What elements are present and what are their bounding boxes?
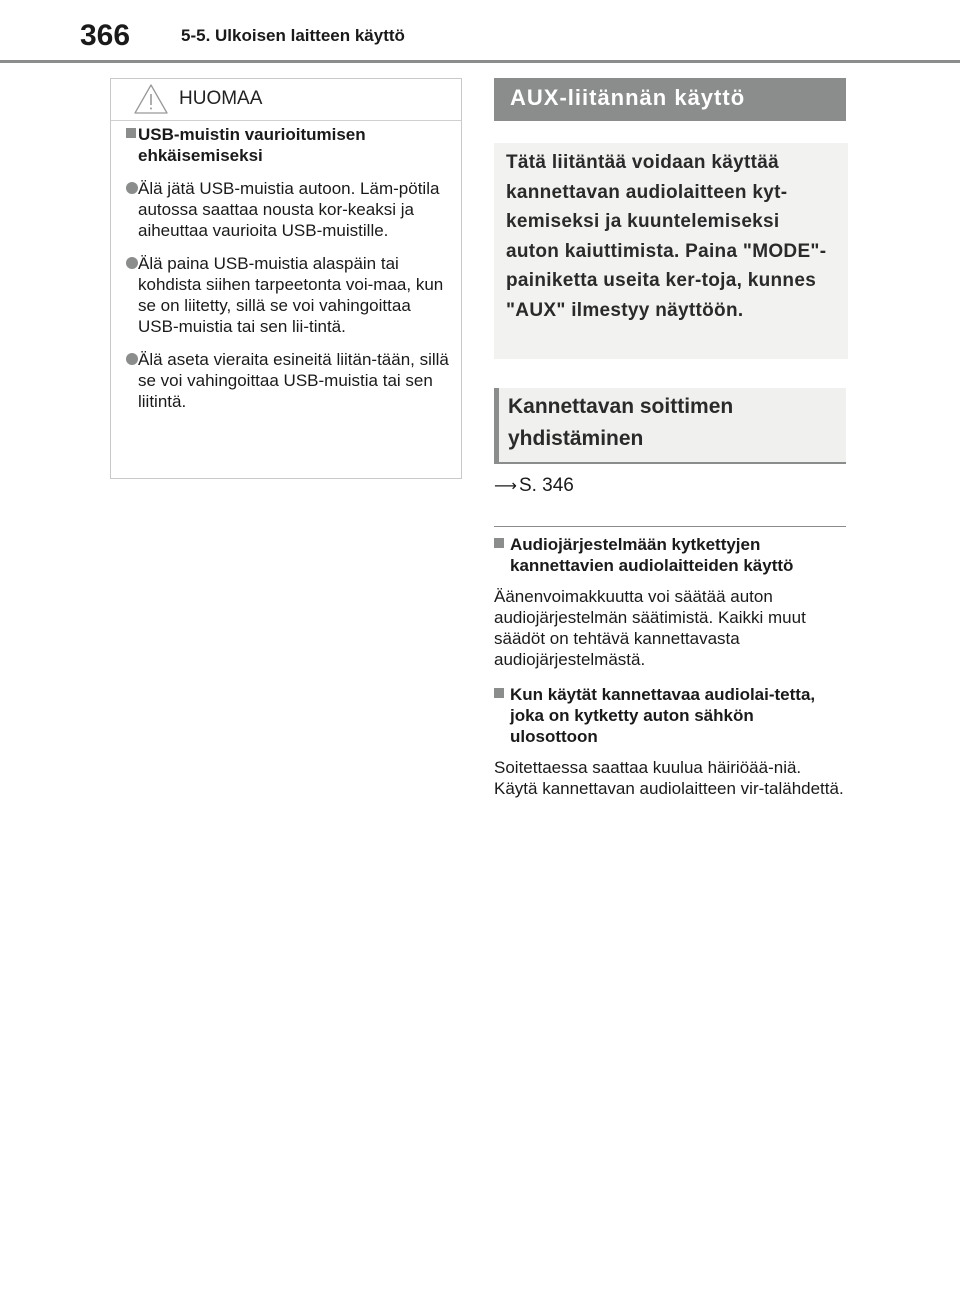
square-bullet-icon <box>494 688 504 698</box>
note-heading-text: Kun käytät kannettavaa audiolai-tetta, joka on kytketty auton sähkön ulosottoon <box>510 685 816 746</box>
square-bullet-icon <box>494 538 504 548</box>
caution-bullet-text: Älä paina USB-muistia alaspäin tai kohdista siihen tarpeetonta voi-maa, kun se on liitetty, sillä se voi vahingoittaa USB-muistia tai sen lii-tintä. <box>138 254 444 336</box>
page-header <box>0 0 960 62</box>
note-heading <box>494 684 846 747</box>
connect-title: Kannettavan soittimen yhdistäminen <box>508 395 734 450</box>
caution-box <box>110 78 462 479</box>
note-block <box>494 534 846 670</box>
caution-bullet <box>126 253 449 337</box>
caution-content <box>111 124 461 412</box>
aux-intro-text: Tätä liitäntää voidaan käyttää kannettavan audiolaitteen kyt-kemiseksi ja kuuntelemiseksi auton kaiuttimista. Paina "MODE"-painiketta useita ker-toja, kunnes "AUX" ilmestyy näyttöön. <box>506 152 827 321</box>
square-bullet-icon <box>126 128 136 138</box>
header-rule <box>0 60 960 63</box>
caution-bullet-text: Älä jätä USB-muistia autoon. Läm-pötila autossa saattaa nousta kor-keaksi ja aiheuttaa vaurioita USB-muistille. <box>138 179 440 240</box>
note-text: Soitettaessa saattaa kuulua häiriöää-niä. Käytä kannettavan audiolaitteen vir-talähdettä. <box>494 758 844 798</box>
caution-bullet-text: Älä aseta vieraita esineitä liitän-tään, sillä se voi vahingoittaa USB-muistia tai sen liitintä. <box>138 350 449 411</box>
caution-heading <box>126 124 447 166</box>
aux-title: AUX-liitännän käyttö <box>510 85 746 110</box>
caution-title: HUOMAA <box>179 88 263 109</box>
arrow-right-icon: ⟶ <box>494 478 517 495</box>
note-heading <box>494 534 846 576</box>
section-title: 5-5. Ulkoisen laitteen käyttö <box>181 26 405 45</box>
round-bullet-icon <box>126 353 138 365</box>
note-block <box>494 684 846 799</box>
page-reference-text: S. 346 <box>518 475 574 496</box>
round-bullet-icon <box>126 257 138 269</box>
connect-heading <box>494 388 846 464</box>
caution-bullet <box>126 349 449 412</box>
heading-accent-bar <box>494 388 499 462</box>
caution-bullet <box>126 178 449 241</box>
section-divider <box>494 526 846 527</box>
aux-intro-box <box>494 143 848 359</box>
caution-heading-text: USB-muistin vaurioitumisen ehkäisemiseksi <box>138 125 366 165</box>
caution-header <box>111 79 461 121</box>
note-text: Äänenvoimakkuutta voi säätää auton audiojärjestelmän säätimistä. Kaikki muut säädöt on tehtävä kannettavasta audiojärjestelmästä. <box>494 587 806 669</box>
note-heading-text: Audiojärjestelmään kytkettyjen kannettavien audiolaitteiden käyttö <box>510 535 794 575</box>
page-reference[interactable] <box>494 474 574 499</box>
round-bullet-icon <box>126 182 138 194</box>
aux-section-heading <box>494 78 846 121</box>
page-number: 366 <box>80 19 131 52</box>
warning-triangle-icon <box>133 83 169 115</box>
